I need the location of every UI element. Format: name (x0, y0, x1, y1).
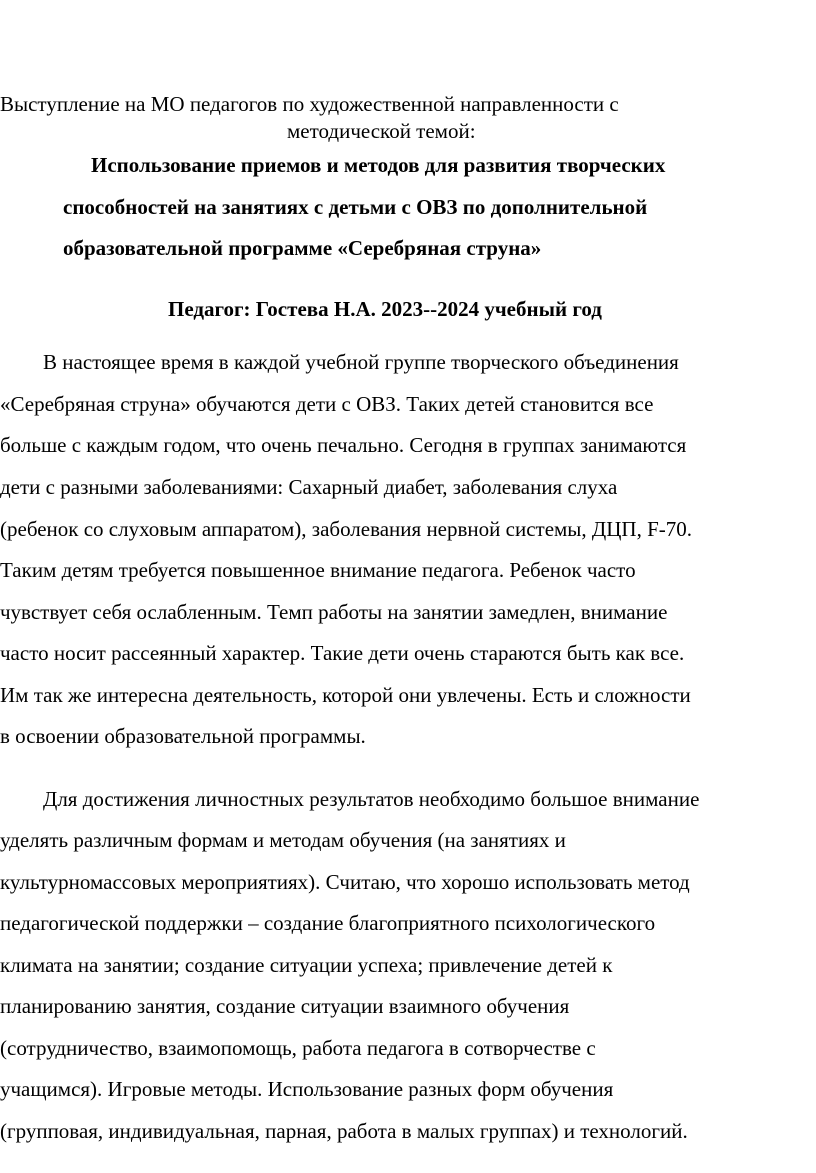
paragraph1-line: часто носит рассеянный характер. Такие дети очень стараются быть как все. (0, 641, 685, 665)
paragraph1-line: в освоении образовательной программы. (0, 724, 366, 748)
intro-line-1: Выступление на МО педагогов по художественной направленности с (0, 92, 619, 116)
title-line-1: Использование приемов и методов для развития творческих (91, 153, 666, 177)
author-line: Педагог: Гостева Н.А. 2023--2024 учебный год (168, 297, 602, 321)
paragraph1-line: больше с каждым годом, что очень печально. Сегодня в группах занимаются (0, 433, 687, 457)
paragraph2-line: (сотрудничество, взаимопомощь, работа педагога в сотворчестве с (0, 1036, 596, 1060)
paragraph2-line: климата на занятии; создание ситуации успеха; привлечение детей к (0, 953, 613, 977)
paragraph1-line: чувствует себя ослабленным. Темп работы на занятии замедлен, внимание (0, 600, 668, 624)
intro-line-2: методической темой: (287, 119, 476, 143)
paragraph1-line: В настоящее время в каждой учебной группе творческого объединения (43, 350, 679, 374)
paragraph2-line: учащимся). Игровые методы. Использование разных форм обучения (0, 1077, 614, 1101)
paragraph2-line: (групповая, индивидуальная, парная, работа в малых группах) и технологий. (0, 1119, 688, 1143)
paragraph1-line: дети с разными заболеваниями: Сахарный диабет, заболевания слуха (0, 475, 618, 499)
paragraph2-line: Для достижения личностных результатов необходимо большое внимание (43, 787, 700, 811)
paragraph2-line: педагогической поддержки – создание благоприятного психологического (0, 911, 656, 935)
paragraph2-line: уделять различным формам и методам обучения (на занятиях и (0, 828, 566, 852)
paragraph1-line: Таким детям требуется повышенное внимание педагога. Ребенок часто (0, 558, 636, 582)
title-line-2: способностей на занятиях с детьми с ОВЗ по дополнительной (63, 195, 648, 219)
title-line-3: образовательной программе «Серебряная струна» (63, 236, 542, 260)
paragraph2-line: планированию занятия, создание ситуации взаимного обучения (0, 994, 570, 1018)
paragraph1-line: «Серебряная струна» обучаются дети с ОВЗ. Таких детей становится все (0, 392, 654, 416)
paragraph2-line: культурномассовых мероприятиях). Считаю, что хорошо использовать метод (0, 870, 690, 894)
paragraph1-line: Им так же интересна деятельность, которой они увлечены. Есть и сложности (0, 683, 691, 707)
paragraph1-line: (ребенок со слуховым аппаратом), заболевания нервной системы, ДЦП, F-70. (0, 517, 692, 541)
